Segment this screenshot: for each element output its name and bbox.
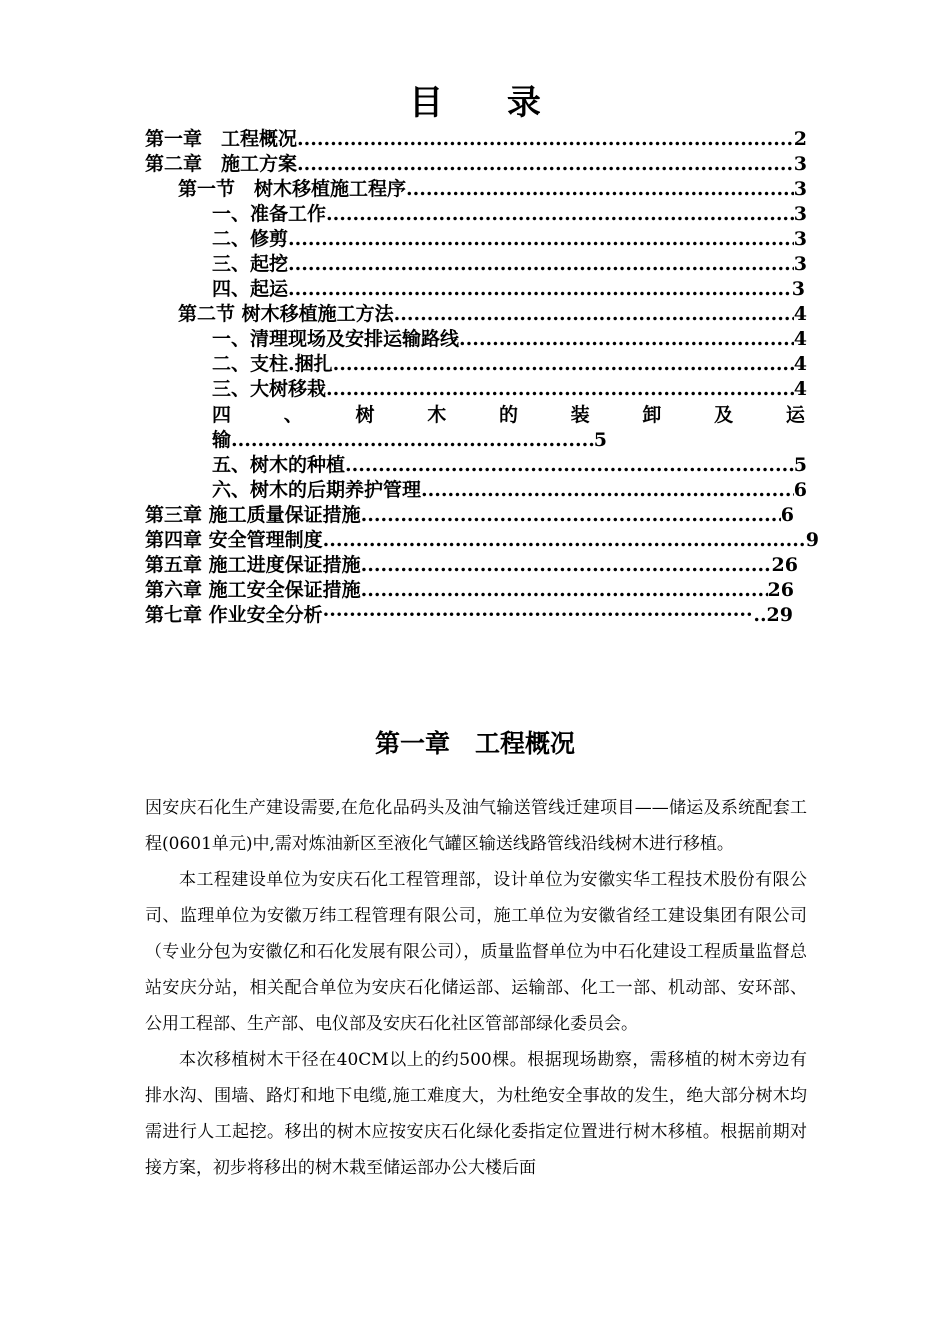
spread-char: 的 [498, 404, 518, 426]
toc-entry-page: 5 [593, 429, 607, 451]
toc-entry-label: 第一节 树木移植施工程序 [178, 178, 407, 200]
toc-entry-item[interactable] [212, 453, 807, 478]
spread-char: 树 [355, 404, 375, 426]
toc-entry-page: 4 [793, 303, 807, 325]
body-paragraph: 因安庆石化生产建设需要,在危化品码头及油气输送管线迁建项目——储运及系统配套工程(0601单元)中,需对炼油新区至液化气罐区输送线路管线沿线树木进行移植。 [145, 798, 807, 854]
toc-entry-page: 3 [793, 253, 807, 275]
toc-entry-label: 三、大树移栽 [212, 378, 327, 400]
toc-entry-chapter-6[interactable] [145, 578, 794, 603]
toc-entry-chapter-7[interactable] [145, 603, 793, 628]
toc-entry-item[interactable] [212, 327, 807, 352]
toc-entry-section-1[interactable] [178, 177, 807, 202]
toc-entry-label: 第二节 树木移植施工方法 [178, 303, 394, 325]
toc-entry-item[interactable] [212, 277, 805, 302]
toc-entry-page: 6 [793, 479, 807, 501]
spread-char: 运 [785, 404, 805, 426]
toc-entry-chapter-2[interactable] [145, 152, 807, 177]
toc-entry-page: 9 [805, 529, 819, 551]
toc-entry-label: 六、树木的后期养护管理 [212, 479, 422, 501]
toc-entry-page: 2 [793, 128, 807, 150]
toc-entry-label: 第四章 安全管理制度 [145, 529, 323, 551]
toc-entry-page: 4 [793, 353, 807, 375]
toc-entry-item[interactable] [212, 202, 807, 227]
toc-entry-label: 第七章 作业安全分析 [145, 604, 323, 626]
toc-entry-label: 第一章 工程概况 [145, 128, 298, 150]
spread-char: 装 [570, 404, 590, 426]
toc-entry-page: 6 [780, 504, 794, 526]
toc-entry-label: 一、清理现场及安排运输路线 [212, 328, 460, 350]
toc-entry-label: 第二章 施工方案 [145, 153, 298, 175]
toc-entry-label: 五、树木的种植 [212, 454, 346, 476]
toc-entry-label: 一、准备工作 [212, 203, 327, 225]
toc-entry-page: ..29 [753, 604, 793, 626]
toc-entry-chapter-5[interactable] [145, 553, 798, 578]
spread-char: 、 [283, 404, 303, 426]
toc-entry-page: 4 [793, 328, 807, 350]
toc-entry-chapter-4[interactable] [145, 528, 819, 553]
toc-entry-item[interactable] [212, 227, 807, 252]
body-paragraph: 本次移植树木干径在40CM以上的约500棵。根据现场勘察，需移植的树木旁边有排水沟、围墙、路灯和地下电缆,施工难度大，为杜绝安全事故的发生，绝大部分树木均需进行人工起挖。移出的树木应按安庆石化绿化委指定位置进行树木移植。根据前期对接方案，初步将移出的树木栽至储运部办公大楼后面 [145, 1050, 807, 1178]
toc-entry-label: 四、起运 [212, 278, 289, 300]
chapter-heading: 第一章 工程概况 [374, 729, 575, 758]
toc-entry-page: 3 [793, 203, 807, 225]
toc-entry-section-2[interactable] [178, 302, 807, 327]
spread-char: 及 [714, 404, 734, 426]
toc-entry-page: 5 [793, 454, 807, 476]
toc-title: 目 录 [409, 83, 567, 123]
toc-entry-chapter-1[interactable] [145, 127, 807, 152]
toc-entry-item-continued[interactable] [212, 428, 607, 453]
toc-entry-label: 三、起挖 [212, 253, 289, 275]
toc-entry-label: 第五章 施工进度保证措施 [145, 554, 361, 576]
toc-entry-label: 二、支柱.捆扎 [212, 353, 333, 375]
toc-entry-item[interactable] [212, 478, 807, 503]
toc-entry-label: 第六章 施工安全保证措施 [145, 579, 361, 601]
toc-entry-chapter-3[interactable] [145, 503, 794, 528]
toc-entry-page: 3 [793, 153, 807, 175]
toc-entry-page: 3 [793, 228, 807, 250]
chapter-body [145, 790, 807, 1186]
spread-char: 四 [212, 404, 232, 426]
toc-entry-spread-line[interactable] [212, 403, 805, 428]
body-paragraph: 本工程建设单位为安庆石化工程管理部，设计单位为安徽实华工程技术股份有限公司、监理单位为安徽万纬工程管理有限公司，施工单位为安徽省经工建设集团有限公司（专业分包为安徽亿和石化发展有限公司），质量监督单位为中石化建设工程质量监督总站安庆分站，相关配合单位为安庆石化储运部、运输部、化工一部、机动部、安环部、公用工程部、生产部、电仪部及安庆石化社区管部部绿化委员会。 [145, 870, 807, 1034]
toc-entry-page: 26 [767, 579, 794, 601]
toc-entry-item[interactable] [212, 377, 807, 402]
toc-entry-label: 输 [212, 429, 232, 451]
toc-entry-page: 3 [791, 278, 805, 300]
toc-entry-page: 3 [793, 178, 807, 200]
toc-entry-label: 二、修剪 [212, 228, 289, 250]
toc-entry-page: 26 [771, 554, 798, 576]
toc-entry-item[interactable] [212, 352, 807, 377]
toc-entry-item[interactable] [212, 252, 807, 277]
spread-char: 木 [427, 404, 447, 426]
toc-entry-label: 第三章 施工质量保证措施 [145, 504, 361, 526]
spread-char: 卸 [642, 404, 662, 426]
toc-entry-page: 4 [793, 378, 807, 400]
